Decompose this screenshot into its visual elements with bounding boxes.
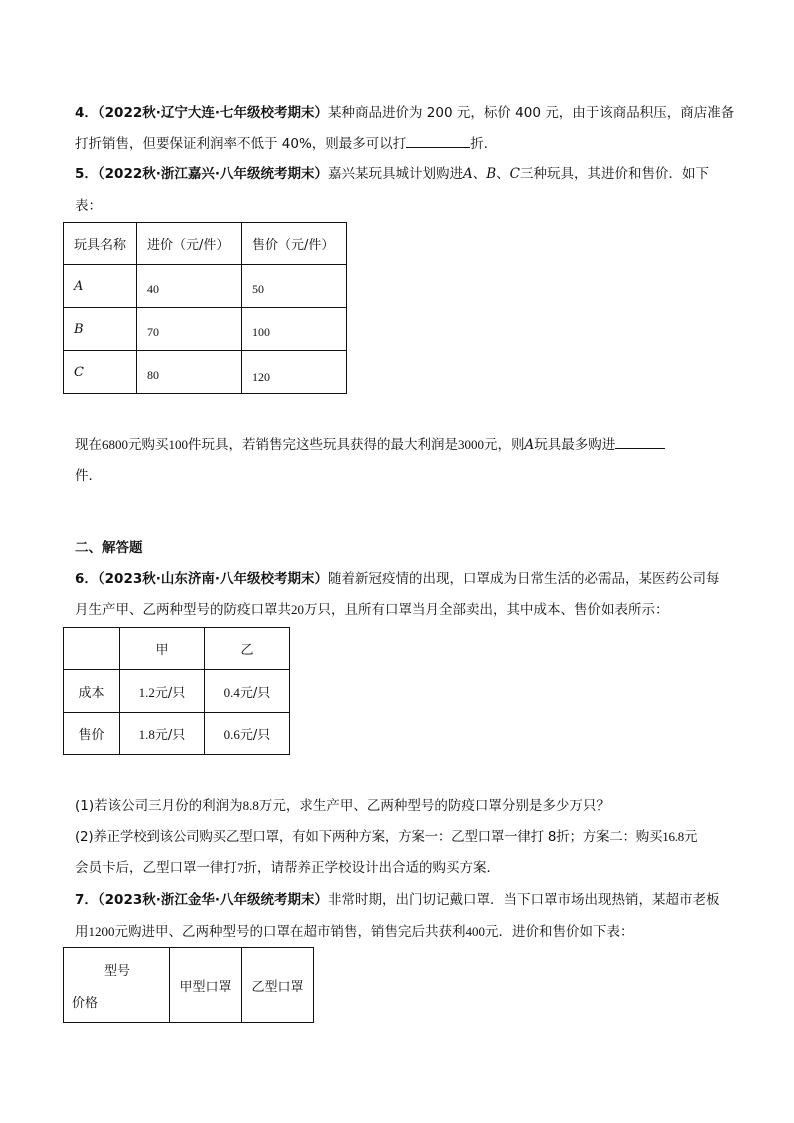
q7-n2: 400 <box>465 924 485 939</box>
table-cell: A <box>64 265 137 308</box>
table-header-cell: 进价（元/件） <box>137 223 242 265</box>
table-cell: 50 <box>242 265 347 308</box>
table-row <box>64 351 347 394</box>
unit: 元/只 <box>239 728 271 743</box>
table-header-cell: 售价（元/件） <box>242 223 347 265</box>
q5-after-line2 <box>75 466 102 486</box>
q7-text1: 非常时期，出门切记戴口罩．当下口罩市场出现热销，某超市老板 <box>328 892 720 908</box>
q6-cost-jia: 1.2 <box>138 684 155 700</box>
q5-text3: 表： <box>75 198 102 214</box>
section2-title: 二、解答题 <box>75 540 143 556</box>
table-cell: C <box>64 351 137 394</box>
q7-text3: 元购进甲、乙两种型号的口罩在超市销售，销售完后共获利 <box>114 924 466 940</box>
q5-source: （2022秋·浙江嘉兴·八年级统考期末） <box>97 166 328 182</box>
q5-var-c: C <box>509 166 521 182</box>
q5-after-n2: 100 <box>168 437 188 452</box>
q6-sub2-line2 <box>75 858 500 878</box>
table-header-cell: 乙型口罩 <box>242 948 314 1023</box>
corner-top-label: 型号 <box>104 964 131 979</box>
q5-after-t1: 现在 <box>75 437 102 453</box>
q4-text3: 折． <box>470 136 498 152</box>
table-row <box>64 628 290 670</box>
q7-source: （2023秋·浙江金华·八年级统考期末） <box>97 892 328 908</box>
table-row <box>64 670 290 713</box>
q4-line2 <box>75 133 497 154</box>
unit: 元/只 <box>239 685 271 701</box>
table-cell <box>205 670 290 713</box>
q5-number: 5． <box>75 166 98 182</box>
q6-sub1-t1: (1)若该公司三月份的利润为 <box>75 798 243 814</box>
q4-answer-blank[interactable] <box>406 133 470 148</box>
table-row <box>64 265 347 308</box>
q5-var-b: B <box>486 166 497 182</box>
table-cell: 70 <box>137 308 242 351</box>
q6-table <box>63 627 290 755</box>
q5-sep1: 、 <box>472 166 487 182</box>
table-row <box>64 223 347 265</box>
table-header-cell: 玩具名称 <box>64 223 137 265</box>
q5-after-n3: 3000 <box>458 437 484 452</box>
q5-after-t3: 件玩具，若销售完这些玩具获得的最大利润是 <box>188 437 458 453</box>
q6-cost-yi: 0.4 <box>223 684 240 700</box>
q4-text2: 打折销售，但要保证利润率不低于 40%，则最多可以打 <box>75 136 407 152</box>
q6-price-yi: 0.6 <box>223 727 240 742</box>
q5-table <box>63 222 347 394</box>
q6-sub2-n2: 7 <box>237 860 244 875</box>
q5-after-var: A <box>524 437 535 453</box>
table-cell <box>120 670 205 713</box>
table-cell <box>120 713 205 755</box>
q5-sep2: 、 <box>496 166 510 182</box>
q6-line1 <box>75 569 720 589</box>
table-cell <box>205 713 290 755</box>
q6-sub2-t3: 会员卡后，乙型口罩一律打 <box>75 860 237 876</box>
unit: 元/只 <box>154 728 186 743</box>
q5-line2 <box>75 196 102 216</box>
q7-table <box>63 947 314 1023</box>
q6-price-jia: 1.8 <box>138 727 155 742</box>
q6-sub2-t4: 折，请帮养正学校设计出合适的购买方案． <box>243 860 500 876</box>
q6-sub2-n: 16.8 <box>662 829 685 844</box>
table-row <box>64 948 314 1023</box>
unit: 元/只 <box>154 685 186 701</box>
table-cell: 40 <box>137 265 242 308</box>
q7-number: 7． <box>75 892 98 908</box>
q5-after-line1 <box>75 434 665 455</box>
q5-after-n1: 6800 <box>102 437 128 452</box>
q4-line1 <box>75 103 734 123</box>
corner-bottom-label: 价格 <box>72 996 99 1011</box>
q7-n1: 1200 <box>88 924 115 939</box>
q6-sub1 <box>75 796 610 816</box>
table-header-cell: 甲 <box>120 628 205 670</box>
q5-after-t2: 元购买 <box>128 437 169 453</box>
table-cell: 80 <box>137 351 242 394</box>
q5-after-t4: 元，则 <box>484 437 525 453</box>
q6-text3: 万只，且所有口罩当月全部卖出，其中成本、售价如表所示： <box>304 602 669 618</box>
q6-n1: 20 <box>291 602 304 617</box>
table-cell: 成本 <box>64 670 120 713</box>
q6-sub2-line1 <box>75 827 697 847</box>
q5-after-t5: 玩具最多购进 <box>534 437 616 453</box>
q5-text1: 嘉兴某玩具城计划购进 <box>328 166 463 182</box>
table-cell: 120 <box>242 351 347 394</box>
section-title <box>75 538 143 558</box>
q5-line1 <box>75 164 709 184</box>
q6-text2: 月生产甲、乙两种型号的防疫口罩共 <box>75 602 291 618</box>
q7-line2 <box>75 922 634 942</box>
q6-text1: 随着新冠疫情的出现，口罩成为日常生活的必需品，某医药公司每 <box>328 571 720 587</box>
q6-sub2-t2: 元 <box>684 829 698 845</box>
table-corner-cell <box>64 948 170 1023</box>
q7-line1 <box>75 890 720 910</box>
q6-sub1-t2: 万元，求生产甲、乙两种型号的防疫口罩分别是多少万只？ <box>258 798 610 814</box>
q7-text4: 元．进价和售价如下表： <box>485 924 634 940</box>
q6-number: 6． <box>75 571 98 587</box>
q6-line2 <box>75 600 669 620</box>
table-cell: B <box>64 308 137 351</box>
q4-number: 4． <box>75 105 98 121</box>
table-header-cell <box>64 628 120 670</box>
table-cell: 售价 <box>64 713 120 755</box>
q6-sub2-t1: (2)养正学校到该公司购买乙型口罩，有如下两种方案，方案一：乙型口罩一律打 8折；方案二：购买 <box>75 829 663 845</box>
table-header-cell: 甲型口罩 <box>170 948 242 1023</box>
q5-text2: 三种玩具，其进价和售价．如下 <box>520 166 710 182</box>
q4-text1: 某种商品进价为 200 元，标价 400 元，由于该商品积压，商店准备 <box>328 105 735 121</box>
table-row <box>64 713 290 755</box>
q5-after-t6: 件． <box>75 468 102 484</box>
q6-sub1-n: 8.8 <box>242 798 259 813</box>
table-row <box>64 308 347 351</box>
q7-text2: 用 <box>75 924 89 940</box>
table-header-cell: 乙 <box>205 628 290 670</box>
q5-answer-blank[interactable] <box>615 434 665 449</box>
table-cell: 100 <box>242 308 347 351</box>
q4-source: （2022秋·辽宁大连·七年级校考期末） <box>97 105 328 121</box>
q6-source: （2023秋·山东济南·八年级校考期末） <box>97 571 328 587</box>
q5-var-a: A <box>463 166 473 182</box>
